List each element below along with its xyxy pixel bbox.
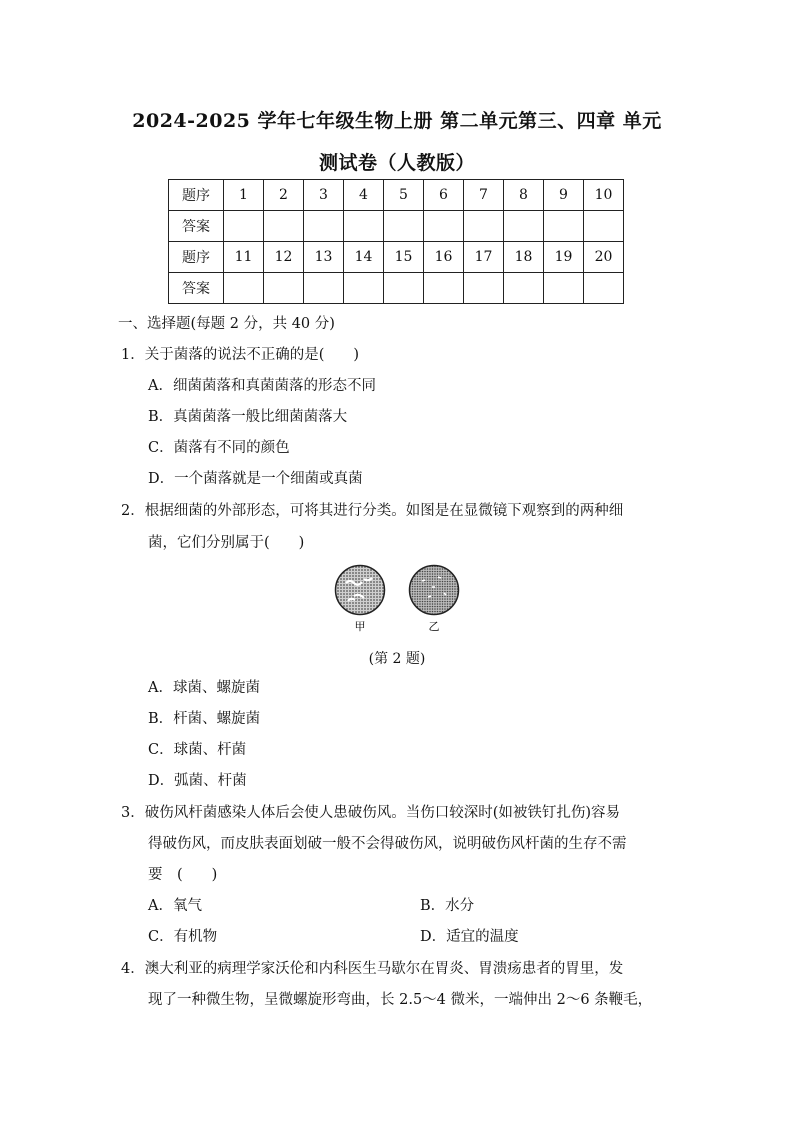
- answer-cell: [584, 273, 624, 304]
- question-2-option-b: B．杆菌、螺旋菌: [148, 711, 261, 727]
- answer-cell: [264, 211, 304, 242]
- question-4-stem-line2: 现了一种微生物，呈微螺旋形弯曲，长 2.5～4 微米，一端伸出 2～6 条鞭毛，: [148, 992, 653, 1008]
- question-2-option-c: C．球菌、杆菌: [148, 742, 247, 758]
- answer-cell: [464, 273, 504, 304]
- index-cell: 2: [264, 180, 304, 211]
- index-cell: 13: [304, 242, 344, 273]
- answer-cell: [224, 273, 264, 304]
- index-cell: 10: [584, 180, 624, 211]
- question-3-stem-line3: 要 ( ): [148, 867, 218, 883]
- index-cell: 15: [384, 242, 424, 273]
- figure-caption: (第 2 题): [368, 651, 426, 667]
- row-header-answer: 答案: [169, 211, 224, 242]
- section-heading: 一、选择题(每题 2 分，共 40 分): [118, 316, 335, 332]
- index-cell: 20: [584, 242, 624, 273]
- index-cell: 5: [384, 180, 424, 211]
- index-cell: 3: [304, 180, 344, 211]
- answer-cell: [264, 273, 304, 304]
- answer-cell: [304, 211, 344, 242]
- table-row-answer-1: [169, 211, 624, 242]
- question-1-stem: 1．关于菌落的说法不正确的是( ): [121, 347, 360, 363]
- table-row-answer-2: [169, 273, 624, 304]
- index-cell: 11: [224, 242, 264, 273]
- question-3-option-b: B．水分: [420, 898, 475, 914]
- question-2-option-d: D．弧菌、杆菌: [148, 773, 247, 789]
- row-header-index: 题序: [169, 180, 224, 211]
- question-3-option-d: D．适宜的温度: [420, 929, 519, 945]
- answer-cell: [464, 211, 504, 242]
- index-cell: 1: [224, 180, 264, 211]
- table-row-index-1: [169, 180, 624, 211]
- page-title-line1: 2024-2025 学年七年级生物上册 第二单元第三、四章 单元: [132, 110, 662, 132]
- page-title-line2: 测试卷（人教版）: [318, 152, 475, 174]
- question-2-option-a: A．球菌、螺旋菌: [148, 680, 260, 696]
- bacteria-micrograph-figure: [334, 563, 464, 635]
- question-2-stem-line1: 2．根据细菌的外部形态，可将其进行分类。如图是在显微镜下观察到的两种细: [121, 503, 624, 519]
- index-cell: 12: [264, 242, 304, 273]
- index-cell: 8: [504, 180, 544, 211]
- index-cell: 9: [544, 180, 584, 211]
- answer-cell: [384, 211, 424, 242]
- index-cell: 18: [504, 242, 544, 273]
- answer-cell: [304, 273, 344, 304]
- answer-cell: [504, 273, 544, 304]
- question-2-stem-line2: 菌，它们分别属于( ): [148, 535, 305, 551]
- answer-cell: [544, 273, 584, 304]
- index-cell: 4: [344, 180, 384, 211]
- question-1-option-d: D．一个菌落就是一个细菌或真菌: [148, 471, 363, 487]
- index-cell: 14: [344, 242, 384, 273]
- question-3-stem-line2: 得破伤风，而皮肤表面划破一般不会得破伤风，说明破伤风杆菌的生存不需: [148, 836, 627, 852]
- answer-cell: [504, 211, 544, 242]
- question-1-option-b: B．真菌菌落一般比细菌菌落大: [148, 409, 348, 425]
- answer-cell: [544, 211, 584, 242]
- table-row-index-2: [169, 242, 624, 273]
- question-3-option-c: C．有机物: [148, 929, 218, 945]
- question-1-option-a: A．细菌菌落和真菌菌落的形态不同: [148, 378, 376, 394]
- answer-cell: [424, 273, 464, 304]
- answer-cell: [344, 273, 384, 304]
- question-3-stem-line1: 3．破伤风杆菌感染人体后会使人患破伤风。当伤口较深时(如被铁钉扎伤)容易: [121, 805, 621, 821]
- row-header-answer: 答案: [169, 273, 224, 304]
- answer-table: [168, 179, 624, 304]
- index-cell: 16: [424, 242, 464, 273]
- bacteria-cocci-circle: [336, 566, 385, 615]
- index-cell: 17: [464, 242, 504, 273]
- answer-cell: [344, 211, 384, 242]
- question-4-stem-line1: 4．澳大利亚的病理学家沃伦和内科医生马歇尔在胃炎、胃溃疡患者的胃里，发: [121, 961, 624, 977]
- answer-cell: [384, 273, 424, 304]
- index-cell: 7: [464, 180, 504, 211]
- index-cell: 6: [424, 180, 464, 211]
- answer-cell: [424, 211, 464, 242]
- row-header-index: 题序: [169, 242, 224, 273]
- index-cell: 19: [544, 242, 584, 273]
- answer-cell: [584, 211, 624, 242]
- answer-cell: [224, 211, 264, 242]
- question-3-option-a: A．氧气: [148, 898, 202, 914]
- bacteria-rod-circle: [410, 566, 459, 615]
- question-1-option-c: C．菌落有不同的颜色: [148, 440, 290, 456]
- figure-label-right: 乙: [428, 620, 440, 633]
- figure-label-left: 甲: [354, 620, 366, 633]
